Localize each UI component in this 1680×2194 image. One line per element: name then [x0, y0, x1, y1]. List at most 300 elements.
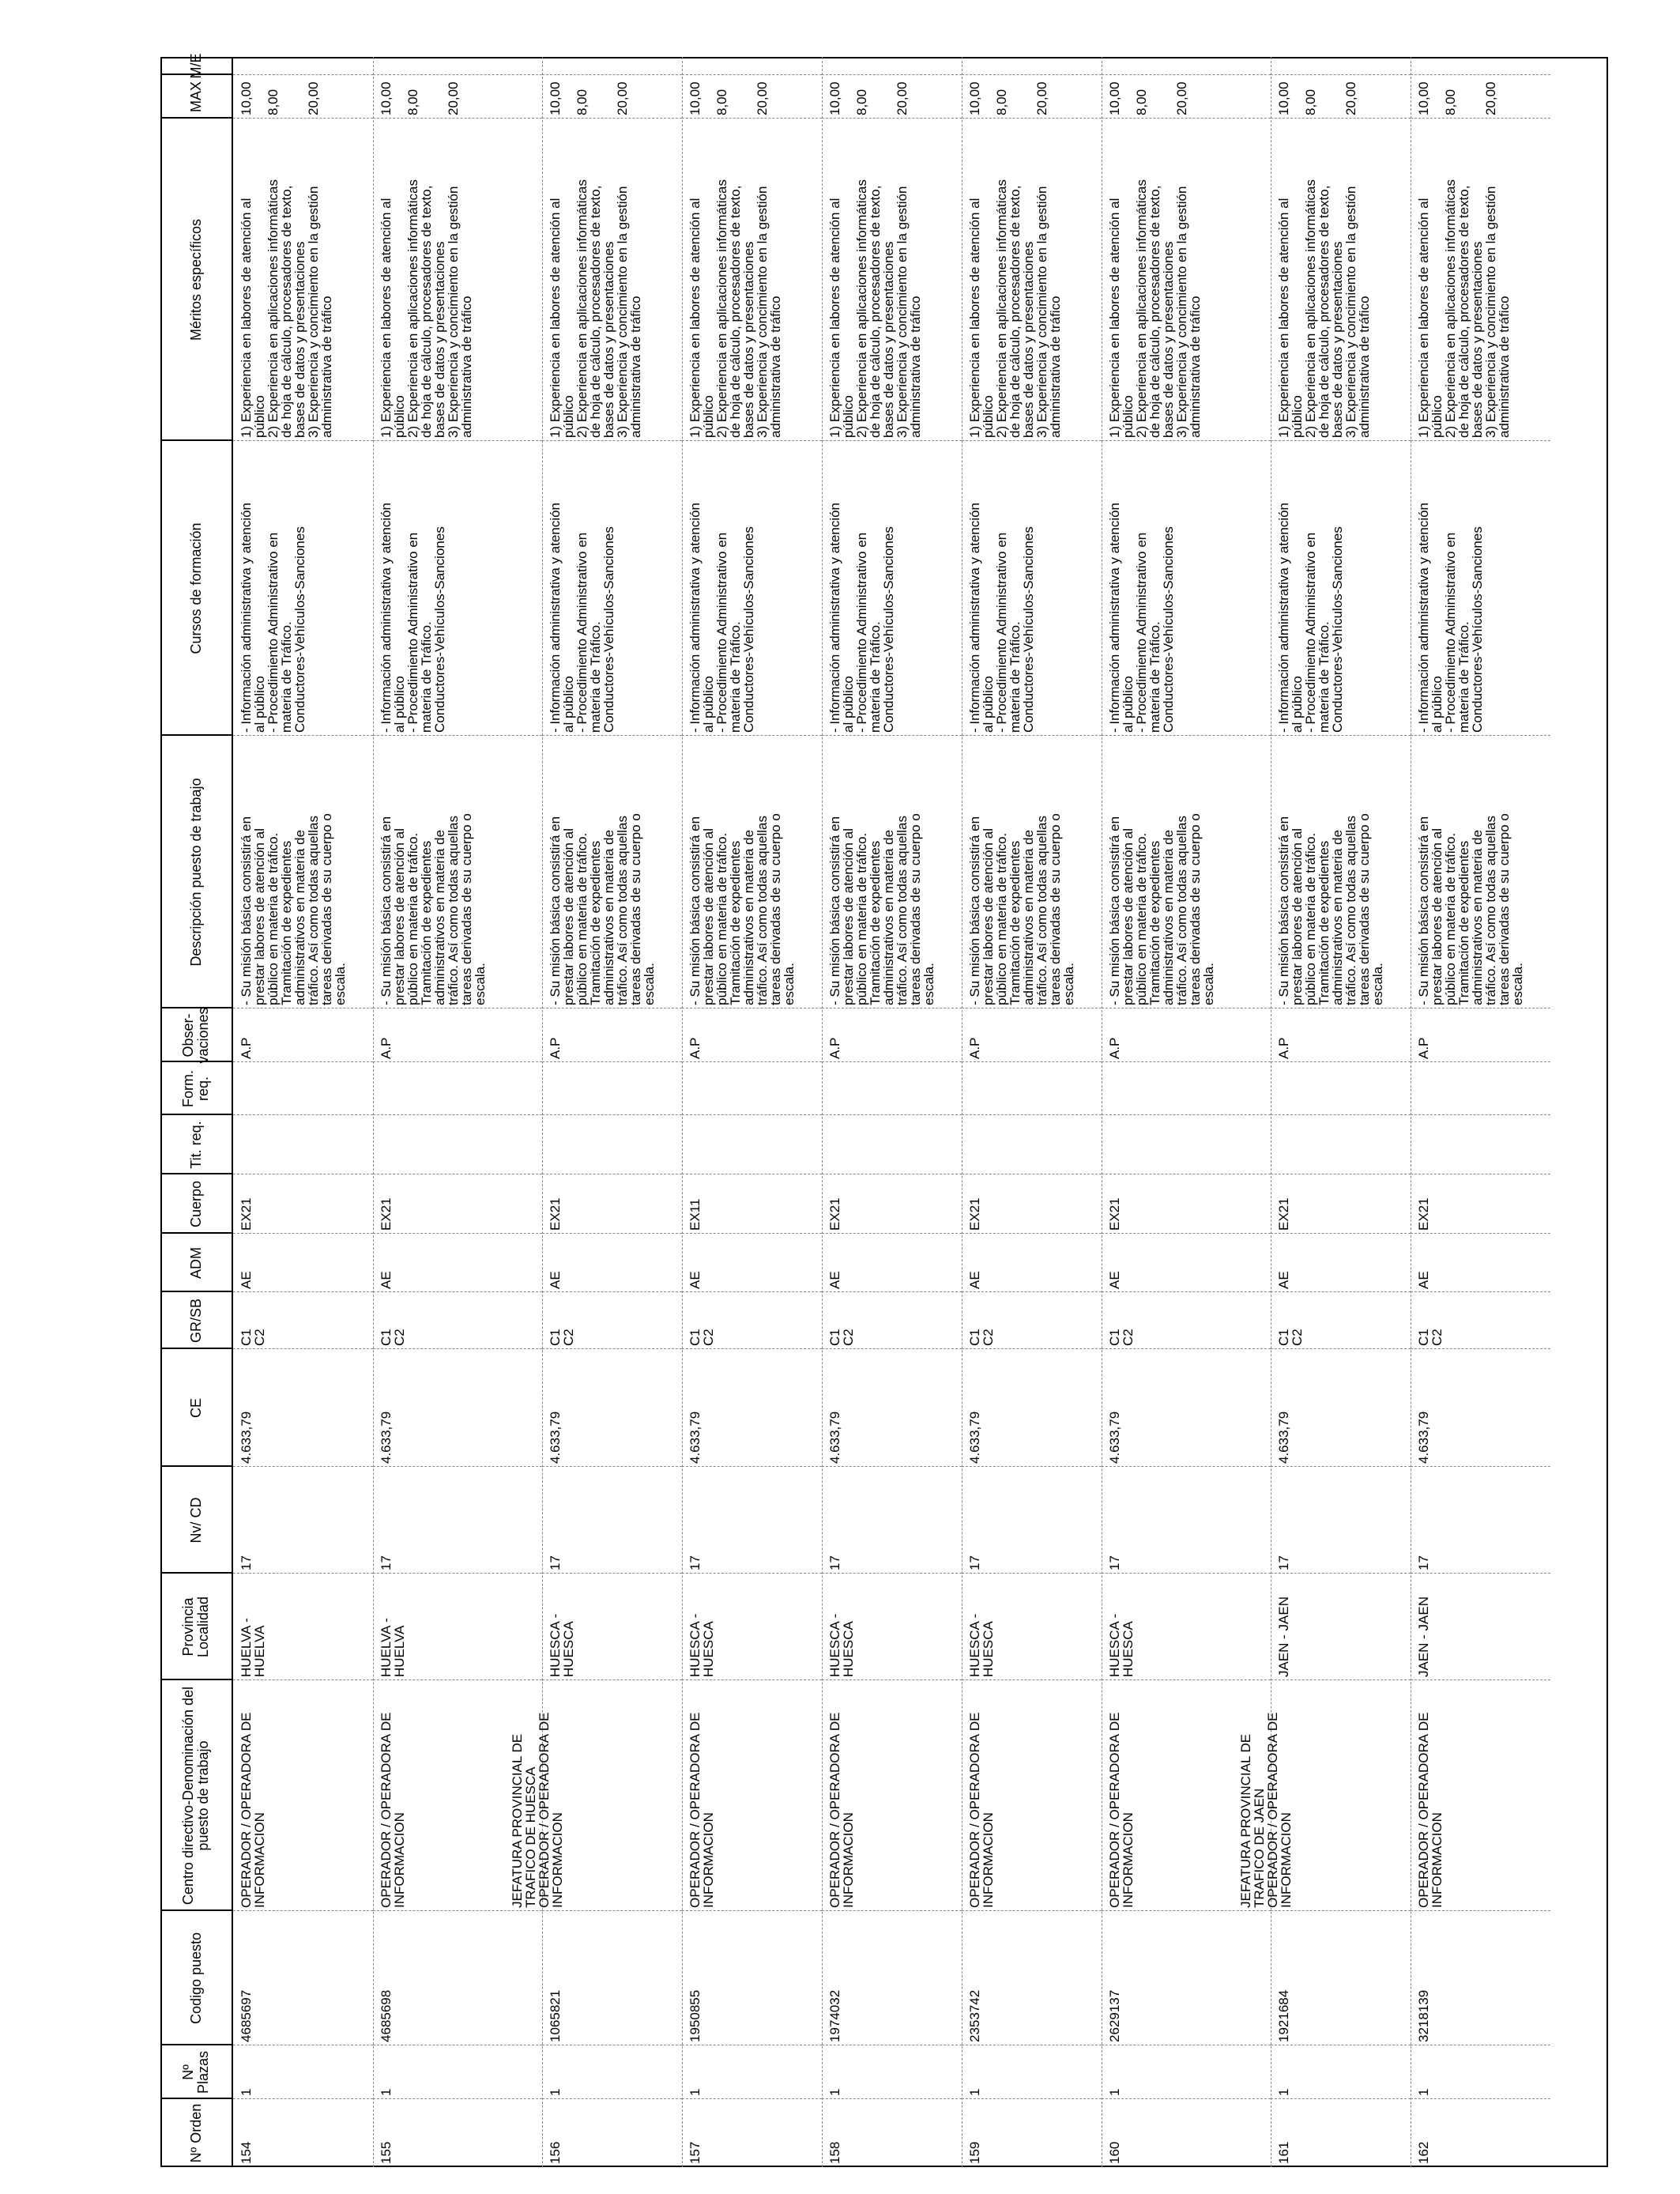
column-separator — [1271, 2098, 1411, 2099]
column-separator — [373, 1114, 542, 1115]
column-separator — [542, 2098, 682, 2099]
cell-descripcion: - Su misión básica consistirá en prestar labores de atención al público en materia de tráfico. Tramitación de expedientes administrativos en materia de tráfico. Así como todas aquellas tareas derivadas de su cuerpo o escala. — [379, 813, 488, 1005]
column-separator — [962, 1910, 1102, 1911]
cell-adm: AE — [687, 1271, 703, 1289]
column-separator — [1271, 440, 1411, 441]
cell-centro: OPERADOR / OPERADORA DE INFORMACION — [379, 1712, 407, 1908]
cell-orden: 154 — [239, 2141, 254, 2164]
column-separator — [962, 735, 1102, 736]
cell-adm: AE — [1276, 1271, 1291, 1289]
column-separator — [1102, 1061, 1271, 1062]
column-separator — [822, 1061, 962, 1062]
cell-orden: 161 — [1276, 2141, 1291, 2164]
column-separator — [822, 1573, 962, 1574]
column-separator — [233, 74, 373, 75]
header-provincia: Provincia Localidad — [180, 1596, 211, 1658]
header-grsb: GR/SB — [187, 1299, 204, 1344]
column-separator — [1411, 1573, 1550, 1574]
column-separator — [1102, 735, 1271, 736]
cell-adm: AE — [379, 1271, 394, 1289]
cell-meritos: 1) Experiencia en labores de atención al público 2) Experiencia en aplicaciones informáticas de hoja de cálculo, procesadores de texto, bases de datos y presentaciones 3) Experiencia y concimiento en la gestión administrativa de tráfico — [1107, 179, 1203, 438]
cell-ce: 4.633,79 — [1416, 1411, 1431, 1464]
cell-plazas: 1 — [1416, 2088, 1431, 2096]
cell-ce: 4.633,79 — [548, 1411, 563, 1464]
column-separator — [1102, 1233, 1271, 1234]
cell-obs: A.P — [1107, 1037, 1122, 1059]
column-separator — [1102, 118, 1271, 119]
column-separator — [1271, 1291, 1411, 1292]
header-column-border — [160, 1909, 233, 1911]
header-column-border — [160, 117, 233, 119]
cell-nivel: 17 — [1276, 1555, 1291, 1570]
cell-obs: A.P — [827, 1037, 842, 1059]
cell-max: 10,00 8,00 20,00 — [1107, 81, 1189, 115]
cell-centro: OPERADOR / OPERADORA DE INFORMACION — [827, 1712, 856, 1908]
column-separator — [233, 118, 373, 119]
column-separator — [1102, 1348, 1271, 1349]
cell-adm: AE — [239, 1271, 254, 1289]
header-row — [160, 53, 232, 2167]
column-separator — [682, 1348, 822, 1349]
cell-cursos: - Información administrativa y atención al público - Procedimiento Administrativo en materia de Tráfico. Conductores-Vehículos-Sanciones — [239, 502, 307, 733]
header-adm: ADM — [187, 1247, 204, 1279]
cell-obs: A.P — [1276, 1037, 1291, 1059]
column-separator — [1411, 440, 1550, 441]
header-column-border — [160, 1348, 233, 1349]
header-orden: Nº Orden — [187, 2103, 204, 2163]
cell-orden: 159 — [967, 2141, 982, 2164]
cell-provincia: HUESCA - HUESCA — [827, 1613, 856, 1677]
column-separator — [682, 440, 822, 441]
column-separator — [1102, 74, 1271, 75]
cell-cuerpo: EX21 — [1416, 1197, 1431, 1231]
header-me: M/E — [187, 53, 204, 79]
cell-meritos: 1) Experiencia en labores de atención al público 2) Experiencia en aplicaciones informáticas de hoja de cálculo, procesadores de texto, bases de datos y presentaciones 3) Experiencia y concimiento en la gestión administrativa de tráfico — [1276, 179, 1372, 438]
column-separator — [682, 74, 822, 75]
column-separator — [962, 2098, 1102, 2099]
cell-adm: AE — [548, 1271, 563, 1289]
cell-codigo: 4685698 — [379, 1989, 394, 2042]
column-separator — [373, 118, 542, 119]
header-obs: Obser-vaciones — [180, 1007, 211, 1064]
cell-grsb: C1 C2 — [1107, 1329, 1136, 1346]
cell-cursos: - Información administrativa y atención al público - Procedimiento Administrativo en materia de Tráfico. Conductores-Vehículos-Sanciones — [1416, 502, 1485, 733]
cell-orden: 162 — [1416, 2141, 1431, 2164]
cell-provincia: HUESCA - HUESCA — [687, 1613, 716, 1677]
header-column-border — [160, 439, 233, 441]
header-column-border — [160, 1232, 233, 1234]
cell-codigo: 2629137 — [1107, 1989, 1122, 2042]
column-separator — [682, 1466, 822, 1467]
table-row — [682, 57, 822, 2167]
cell-cursos: - Información administrativa y atención al público - Procedimiento Administrativo en materia de Tráfico. Conductores-Vehículos-Sanciones — [967, 502, 1036, 733]
column-separator — [542, 1114, 682, 1115]
cell-nivel: 17 — [827, 1555, 842, 1570]
column-separator — [1411, 2098, 1550, 2099]
column-separator — [373, 1679, 542, 1680]
column-separator — [233, 2098, 373, 2099]
positions-table — [160, 53, 1608, 2167]
column-separator — [542, 1466, 682, 1467]
cell-obs: A.P — [687, 1037, 703, 1059]
table-row — [510, 57, 682, 2167]
cell-cuerpo: EX21 — [239, 1197, 254, 1231]
cell-grsb: C1 C2 — [548, 1329, 576, 1346]
cell-grsb: C1 C2 — [687, 1329, 716, 1346]
column-separator — [822, 74, 962, 75]
cell-adm: AE — [827, 1271, 842, 1289]
column-separator — [542, 1573, 682, 1574]
column-separator — [542, 1061, 682, 1062]
cell-descripcion: - Su misión básica consistirá en prestar labores de atención al público en materia de tráfico. Tramitación de expedientes administrativos en materia de tráfico. Así como todas aquellas tareas derivadas de su cuerpo o escala. — [687, 813, 797, 1005]
cell-max: 10,00 8,00 20,00 — [548, 81, 630, 115]
column-separator — [1102, 440, 1271, 441]
cell-nivel: 17 — [967, 1555, 982, 1570]
cell-max: 10,00 8,00 20,00 — [1276, 81, 1358, 115]
header-meritos: Méritos específicos — [187, 218, 204, 341]
column-separator — [682, 1114, 822, 1115]
cell-meritos: 1) Experiencia en labores de atención al público 2) Experiencia en aplicaciones informáticas de hoja de cálculo, procesadores de texto, bases de datos y presentaciones 3) Experiencia y concimiento en la gestión administrativa de tráfico — [548, 179, 643, 438]
cell-nivel: 17 — [379, 1555, 394, 1570]
column-separator — [542, 118, 682, 119]
column-separator — [822, 1910, 962, 1911]
column-separator — [373, 440, 542, 441]
cell-cursos: - Información administrativa y atención al público - Procedimiento Administrativo en materia de Tráfico. Conductores-Vehículos-Sanciones — [379, 502, 447, 733]
column-separator — [373, 74, 542, 75]
column-separator — [1411, 735, 1550, 736]
puesto-denominacion: OPERADOR / OPERADORA DE INFORMACION — [537, 1712, 565, 1908]
column-separator — [1271, 1348, 1411, 1349]
column-separator — [1411, 1114, 1550, 1115]
cell-adm: AE — [1107, 1271, 1122, 1289]
cell-ce: 4.633,79 — [967, 1411, 982, 1464]
cell-obs: A.P — [548, 1037, 563, 1059]
cell-max: 10,00 8,00 20,00 — [239, 81, 321, 115]
cell-cuerpo: EX21 — [967, 1197, 982, 1231]
column-separator — [682, 1573, 822, 1574]
header-column-border — [160, 1114, 233, 1115]
column-separator — [233, 1466, 373, 1467]
column-separator — [542, 1679, 682, 1680]
table-row — [233, 57, 373, 2167]
cell-ce: 4.633,79 — [379, 1411, 394, 1464]
cell-cuerpo: EX21 — [1276, 1197, 1291, 1231]
header-plazas: Nº Plazas — [180, 2050, 211, 2094]
column-separator — [1411, 1061, 1550, 1062]
cell-codigo: 1065821 — [548, 1989, 563, 2042]
column-separator — [682, 118, 822, 119]
cell-obs: A.P — [967, 1037, 982, 1059]
header-column-border — [160, 1061, 233, 1062]
column-separator — [682, 1233, 822, 1234]
cell-cursos: - Información administrativa y atención al público - Procedimiento Administrativo en materia de Tráfico. Conductores-Vehículos-Sanciones — [1107, 502, 1176, 733]
column-separator — [1411, 1679, 1550, 1680]
column-separator — [1411, 1233, 1550, 1234]
column-separator — [1102, 1466, 1271, 1467]
cell-obs: A.P — [239, 1037, 254, 1059]
cell-plazas: 1 — [239, 2088, 254, 2096]
column-separator — [1271, 1233, 1411, 1234]
column-separator — [962, 440, 1102, 441]
column-separator — [1411, 1348, 1550, 1349]
cell-centro: OPERADOR / OPERADORA DE INFORMACION — [1107, 1712, 1136, 1908]
header-column-border — [160, 2098, 233, 2099]
column-separator — [682, 1910, 822, 1911]
cell-orden: 158 — [827, 2141, 842, 2164]
header-column-border — [160, 1291, 233, 1292]
cell-provincia: HUESCA - HUESCA — [548, 1613, 576, 1677]
table-row — [1411, 57, 1550, 2167]
cell-codigo: 4685697 — [239, 1989, 254, 2042]
cell-cursos: - Información administrativa y atención al público - Procedimiento Administrativo en materia de Tráfico. Conductores-Vehículos-Sanciones — [827, 502, 896, 733]
cell-plazas: 1 — [827, 2088, 842, 2096]
cell-plazas: 1 — [967, 2088, 982, 2096]
column-separator — [233, 1573, 373, 1574]
cell-meritos: 1) Experiencia en labores de atención al público 2) Experiencia en aplicaciones informáticas de hoja de cálculo, procesadores de texto, bases de datos y presentaciones 3) Experiencia y concimiento en la gestión administrativa de tráfico — [687, 179, 783, 438]
table-row — [822, 57, 962, 2167]
column-separator — [542, 735, 682, 736]
cell-descripcion: - Su misión básica consistirá en prestar labores de atención al público en materia de tráfico. Tramitación de expedientes administrativos en materia de tráfico. Así como todas aquellas tareas derivadas de su cuerpo o escala. — [967, 813, 1076, 1005]
column-separator — [373, 1061, 542, 1062]
column-separator — [682, 2098, 822, 2099]
cell-grsb: C1 C2 — [827, 1329, 856, 1346]
column-separator — [233, 1233, 373, 1234]
cell-provincia: JAEN - JAEN — [1276, 1596, 1291, 1677]
column-separator — [822, 1291, 962, 1292]
column-separator — [1411, 1910, 1550, 1911]
centro-group-heading: JEFATURA PROVINCIAL DE TRAFICO DE JAEN — [1238, 1733, 1267, 1908]
column-separator — [1271, 1466, 1411, 1467]
cell-descripcion: - Su misión básica consistirá en prestar labores de atención al público en materia de tráfico. Tramitación de expedientes administrativos en materia de tráfico. Así como todas aquellas tareas derivadas de su cuerpo o escala. — [1107, 813, 1216, 1005]
column-separator — [1102, 2098, 1271, 2099]
column-separator — [373, 1291, 542, 1292]
column-separator — [822, 118, 962, 119]
cell-meritos: 1) Experiencia en labores de atención al público 2) Experiencia en aplicaciones informáticas de hoja de cálculo, procesadores de texto, bases de datos y presentaciones 3) Experiencia y concimiento en la gestión administrativa de tráfico — [967, 179, 1063, 438]
header-column-border — [160, 1679, 233, 1680]
cell-grsb: C1 C2 — [967, 1329, 996, 1346]
table-bottom-border — [1607, 57, 1608, 2167]
cell-centro: OPERADOR / OPERADORA DE INFORMACION — [687, 1712, 716, 1908]
cell-centro — [1239, 1682, 1293, 1908]
column-separator — [822, 440, 962, 441]
header-max: MAX — [187, 81, 204, 113]
header-column-border — [160, 1572, 233, 1574]
cell-descripcion: - Su misión básica consistirá en prestar labores de atención al público en materia de tráfico. Tramitación de expedientes administrativos en materia de tráfico. Así como todas aquellas tareas derivadas de su cuerpo o escala. — [239, 813, 348, 1005]
header-tit: Tit. req. — [187, 1121, 204, 1169]
cell-provincia: HUESCA - HUESCA — [1107, 1613, 1136, 1677]
column-separator — [233, 1061, 373, 1062]
cell-centro: OPERADOR / OPERADORA DE INFORMACION — [1416, 1712, 1445, 1908]
header-codigo: Codigo puesto — [187, 1932, 204, 2025]
column-separator — [682, 1679, 822, 1680]
cell-codigo: 2353742 — [967, 1989, 982, 2042]
cell-nivel: 17 — [1107, 1555, 1122, 1570]
table-row — [962, 57, 1102, 2167]
column-separator — [1271, 1910, 1411, 1911]
cell-cuerpo: EX21 — [827, 1197, 842, 1231]
column-separator — [1102, 1910, 1271, 1911]
column-separator — [373, 1466, 542, 1467]
header-form: Form. req. — [180, 1070, 211, 1107]
header-column-border — [160, 1173, 233, 1174]
column-separator — [962, 1061, 1102, 1062]
header-column-border — [160, 74, 233, 75]
column-separator — [822, 2098, 962, 2099]
column-separator — [822, 1466, 962, 1467]
column-separator — [962, 1466, 1102, 1467]
cell-descripcion: - Su misión básica consistirá en prestar labores de atención al público en materia de tráfico. Tramitación de expedientes administrativos en materia de tráfico. Así como todas aquellas tareas derivadas de su cuerpo o escala. — [1416, 813, 1525, 1005]
column-separator — [1102, 1573, 1271, 1574]
cell-meritos: 1) Experiencia en labores de atención al público 2) Experiencia en aplicaciones informáticas de hoja de cálculo, procesadores de texto, bases de datos y presentaciones 3) Experiencia y concimiento en la gestión administrativa de tráfico — [379, 179, 474, 438]
cell-cursos: - Información administrativa y atención al público - Procedimiento Administrativo en materia de Tráfico. Conductores-Vehículos-Sanciones — [1276, 502, 1345, 733]
column-separator — [1271, 1114, 1411, 1115]
column-separator — [233, 1348, 373, 1349]
cell-plazas: 1 — [687, 2088, 703, 2096]
cell-grsb: C1 C2 — [379, 1329, 407, 1346]
column-separator — [822, 1348, 962, 1349]
cell-ce: 4.633,79 — [1107, 1411, 1122, 1464]
column-separator — [373, 1910, 542, 1911]
column-separator — [962, 1291, 1102, 1292]
header-cursos: Cursos de formación — [187, 522, 204, 654]
column-separator — [373, 1348, 542, 1349]
cell-codigo: 1921684 — [1276, 1989, 1291, 2042]
cell-plazas: 1 — [1276, 2088, 1291, 2096]
cell-ce: 4.633,79 — [239, 1411, 254, 1464]
cell-cursos: - Información administrativa y atención al público - Procedimiento Administrativo en materia de Tráfico. Conductores-Vehículos-Sanciones — [548, 502, 616, 733]
column-separator — [962, 1573, 1102, 1574]
column-separator — [962, 1679, 1102, 1680]
cell-provincia: HUELVA - HUELVA — [239, 1618, 267, 1677]
column-separator — [1411, 118, 1550, 119]
column-separator — [373, 2098, 542, 2099]
column-separator — [682, 1291, 822, 1292]
cell-orden: 155 — [379, 2141, 394, 2164]
cell-max: 10,00 8,00 20,00 — [1416, 81, 1498, 115]
cell-centro — [510, 1682, 564, 1908]
column-separator — [542, 74, 682, 75]
column-separator — [1271, 735, 1411, 736]
cell-meritos: 1) Experiencia en labores de atención al público 2) Experiencia en aplicaciones informáticas de hoja de cálculo, procesadores de texto, bases de datos y presentaciones 3) Experiencia y concimiento en la gestión administrativa de tráfico — [1416, 179, 1512, 438]
column-separator — [542, 440, 682, 441]
column-separator — [233, 1114, 373, 1115]
cell-nivel: 17 — [239, 1555, 254, 1570]
cell-centro: OPERADOR / OPERADORA DE INFORMACION — [967, 1712, 996, 1908]
cell-max: 10,00 8,00 20,00 — [967, 81, 1049, 115]
cell-grsb: C1 C2 — [239, 1329, 267, 1346]
cell-descripcion: - Su misión básica consistirá en prestar labores de atención al público en materia de tráfico. Tramitación de expedientes administrativos en materia de tráfico. Así como todas aquellas tareas derivadas de su cuerpo o escala. — [1276, 813, 1385, 1005]
column-separator — [233, 440, 373, 441]
cell-meritos: 1) Experiencia en labores de atención al público 2) Experiencia en aplicaciones informáticas de hoja de cálculo, procesadores de texto, bases de datos y presentaciones 3) Experiencia y concimiento en la gestión administrativa de tráfico — [827, 179, 923, 438]
table-row — [1238, 57, 1411, 2167]
header-column-border — [160, 1465, 233, 1467]
cell-codigo: 3218139 — [1416, 1989, 1431, 2042]
column-separator — [542, 1910, 682, 1911]
cell-cuerpo: EX21 — [1107, 1197, 1122, 1231]
puesto-denominacion: OPERADOR / OPERADORA DE INFORMACION — [1265, 1712, 1294, 1908]
header-ce: CE — [187, 1398, 204, 1419]
cell-adm: AE — [1416, 1271, 1431, 1289]
header-column-border — [160, 734, 233, 736]
column-separator — [542, 1291, 682, 1292]
column-separator — [1271, 1679, 1411, 1680]
column-separator — [542, 1233, 682, 1234]
cell-adm: AE — [967, 1271, 982, 1289]
column-separator — [233, 735, 373, 736]
cell-nivel: 17 — [548, 1555, 563, 1570]
cell-max: 10,00 8,00 20,00 — [379, 81, 461, 115]
column-separator — [962, 1348, 1102, 1349]
cell-grsb: C1 C2 — [1416, 1329, 1445, 1346]
header-cuerpo: Cuerpo — [187, 1180, 204, 1228]
cell-cuerpo: EX11 — [687, 1198, 703, 1231]
cell-provincia: HUELVA - HUELVA — [379, 1618, 407, 1677]
cell-max: 10,00 8,00 20,00 — [827, 81, 910, 115]
column-separator — [233, 1679, 373, 1680]
cell-cuerpo: EX21 — [548, 1197, 563, 1231]
column-separator — [1271, 1573, 1411, 1574]
column-separator — [822, 1114, 962, 1115]
cell-provincia: HUESCA - HUESCA — [967, 1613, 996, 1677]
column-separator — [542, 1348, 682, 1349]
column-separator — [373, 1233, 542, 1234]
column-separator — [1102, 1679, 1271, 1680]
cell-descripcion: - Su misión básica consistirá en prestar labores de atención al público en materia de tráfico. Tramitación de expedientes administrativos en materia de tráfico. Así como todas aquellas tareas derivadas de su cuerpo o escala. — [827, 813, 936, 1005]
header-column-border — [160, 1007, 233, 1008]
cell-ce: 4.633,79 — [687, 1411, 703, 1464]
column-separator — [682, 735, 822, 736]
cell-obs: A.P — [1416, 1037, 1431, 1059]
column-separator — [962, 74, 1102, 75]
column-separator — [822, 1679, 962, 1680]
cell-grsb: C1 C2 — [1276, 1329, 1305, 1346]
cell-nivel: 17 — [1416, 1555, 1431, 1570]
column-separator — [1411, 1291, 1550, 1292]
cell-descripcion: - Su misión básica consistirá en prestar labores de atención al público en materia de tráfico. Tramitación de expedientes administrativos en materia de tráfico. Así como todas aquellas tareas derivadas de su cuerpo o escala. — [548, 813, 657, 1005]
cell-cursos: - Información administrativa y atención al público - Procedimiento Administrativo en materia de Tráfico. Conductores-Vehículos-Sanciones — [687, 502, 756, 733]
cell-provincia: JAEN - JAEN — [1416, 1596, 1431, 1677]
column-separator — [822, 735, 962, 736]
column-separator — [1271, 1061, 1411, 1062]
cell-plazas: 1 — [548, 2088, 563, 2096]
cell-plazas: 1 — [1107, 2088, 1122, 2096]
column-separator — [962, 118, 1102, 119]
header-column-border — [160, 2044, 233, 2045]
column-separator — [682, 1061, 822, 1062]
cell-codigo: 1950855 — [687, 1989, 703, 2042]
column-separator — [1102, 1114, 1271, 1115]
column-separator — [1411, 1466, 1550, 1467]
column-separator — [962, 1114, 1102, 1115]
centro-group-heading: JEFATURA PROVINCIAL DE TRAFICO DE HUESCA — [510, 1733, 538, 1908]
cell-cuerpo: EX21 — [379, 1197, 394, 1231]
column-separator — [1271, 74, 1411, 75]
header-centro: Centro directivo-Denominación del puesto de trabajo — [180, 1686, 211, 1906]
cell-max: 10,00 8,00 20,00 — [687, 81, 770, 115]
cell-codigo: 1974032 — [827, 1989, 842, 2042]
cell-orden: 157 — [687, 2141, 703, 2164]
header-nivel: Nv/ CD — [187, 1497, 204, 1544]
cell-plazas: 1 — [379, 2088, 394, 2096]
cell-nivel: 17 — [687, 1555, 703, 1570]
column-separator — [1271, 118, 1411, 119]
cell-obs: A.P — [379, 1037, 394, 1059]
cell-orden: 160 — [1107, 2141, 1122, 2164]
column-separator — [822, 1233, 962, 1234]
header-descripcion: Descripción puesto de trabajo — [187, 778, 204, 967]
cell-centro: OPERADOR / OPERADORA DE INFORMACION — [239, 1712, 267, 1908]
column-separator — [373, 1573, 542, 1574]
